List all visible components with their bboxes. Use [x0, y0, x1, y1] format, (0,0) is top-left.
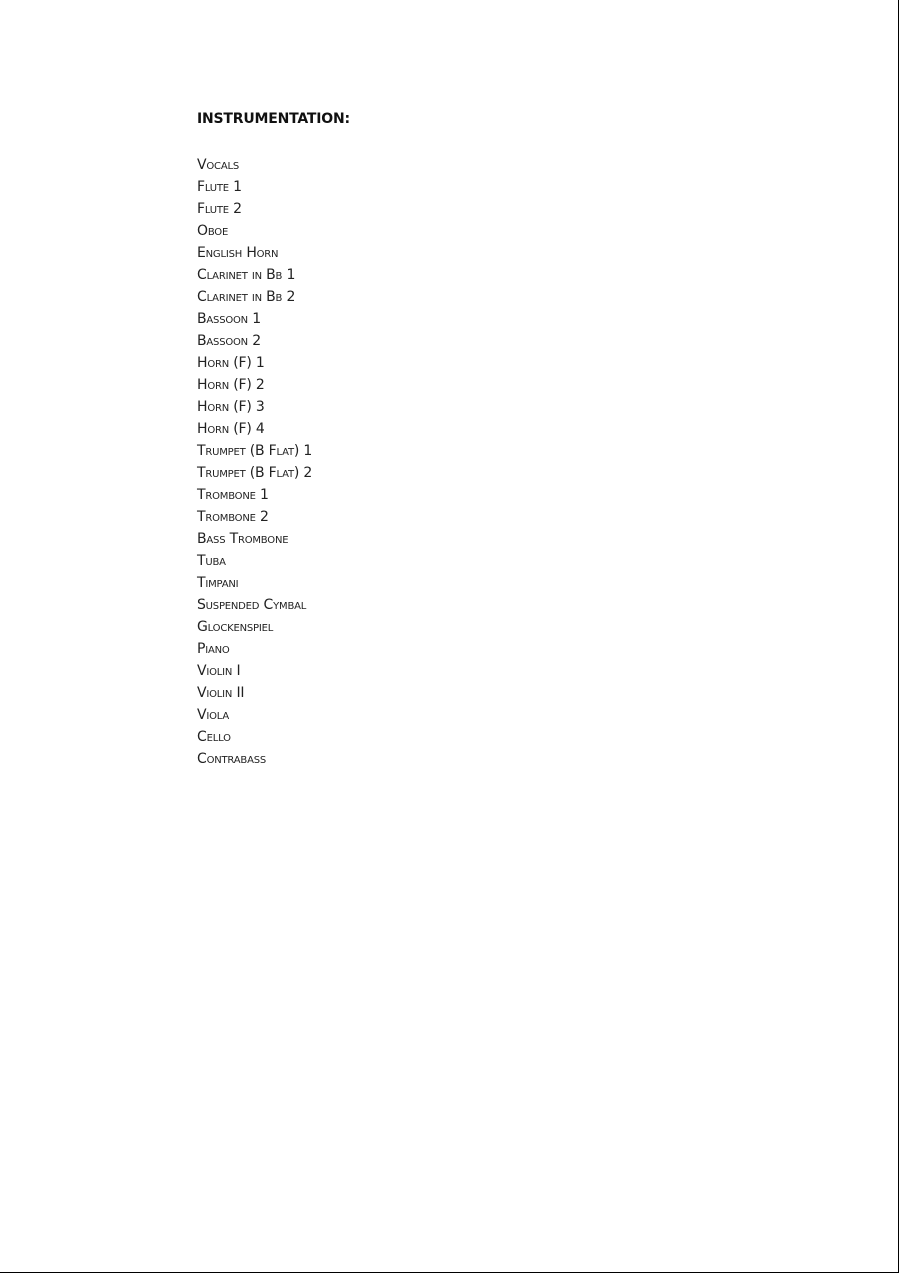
instrument-item: English Horn	[197, 245, 279, 261]
instrumentation-section	[197, 108, 697, 770]
instrument-item: Trombone 2	[197, 509, 269, 525]
instrument-item: Suspended Cymbal	[197, 597, 307, 613]
instrument-item: Clarinet in Bb 2	[197, 289, 296, 305]
instrument-item: Contrabass	[197, 751, 267, 767]
instrument-item: Trombone 1	[197, 487, 269, 503]
instrument-item: Flute 2	[197, 201, 242, 217]
instrument-item: Horn (F) 4	[197, 421, 265, 437]
instrument-item: Trumpet (B Flat) 2	[197, 465, 313, 481]
instrument-list	[197, 154, 697, 770]
instrument-item: Horn (F) 1	[197, 355, 265, 371]
instrument-item: Cello	[197, 729, 231, 745]
instrument-item: Glockenspiel	[197, 619, 274, 635]
instrument-item: Piano	[197, 641, 230, 657]
instrumentation-heading: INSTRUMENTATION:	[197, 111, 350, 127]
instrument-item: Bassoon 2	[197, 333, 261, 349]
instrument-item: Viola	[197, 707, 230, 723]
instrument-item: Oboe	[197, 223, 229, 239]
instrument-item: Bass Trombone	[197, 531, 289, 547]
instrument-item: Bassoon 1	[197, 311, 261, 327]
instrument-item: Flute 1	[197, 179, 242, 195]
instrument-item: Tuba	[197, 553, 226, 569]
instrument-item: Horn (F) 2	[197, 377, 265, 393]
instrument-item: Vocals	[197, 157, 239, 173]
instrument-item: Violin I	[197, 663, 241, 679]
instrument-item: Trumpet (B Flat) 1	[197, 443, 313, 459]
instrument-item: Violin II	[197, 685, 245, 701]
instrument-item: Horn (F) 3	[197, 399, 265, 415]
instrument-item: Timpani	[197, 575, 239, 591]
instrument-item: Clarinet in Bb 1	[197, 267, 296, 283]
